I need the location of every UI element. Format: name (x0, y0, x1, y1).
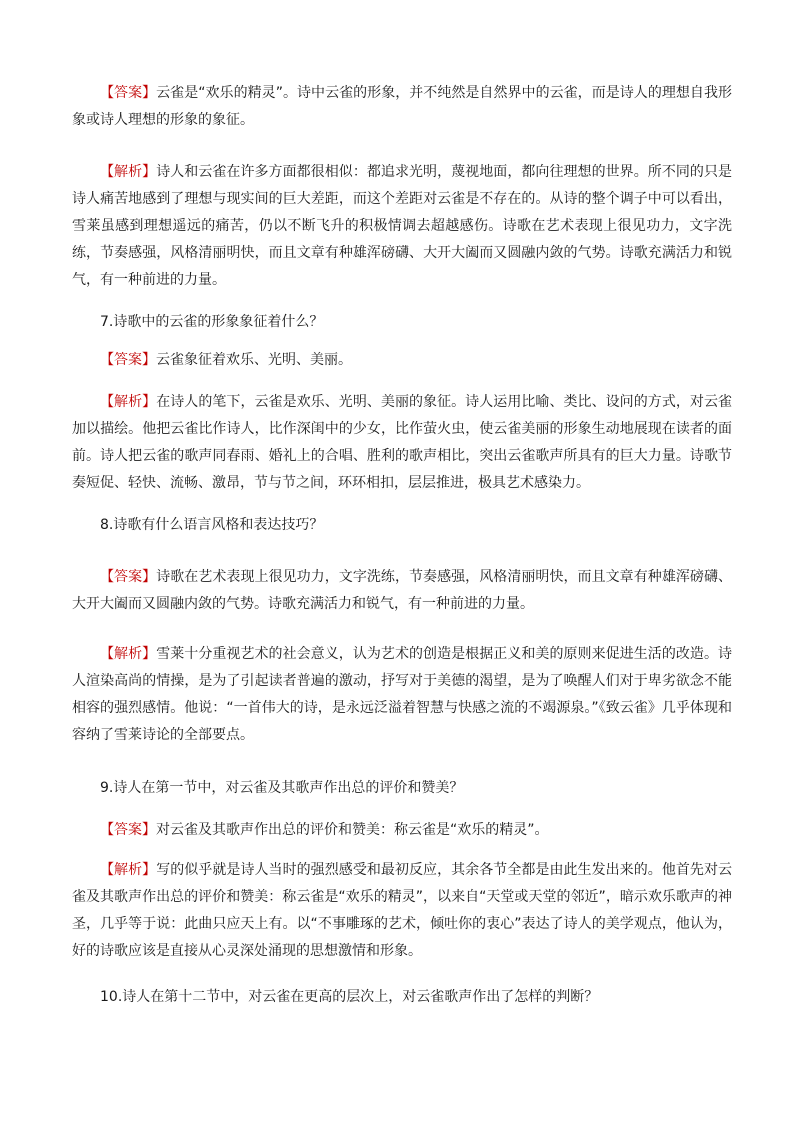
analysis-text: 诗人和云雀在许多方面都很相似：都追求光明，蔑视地面，都向往理想的世界。所不同的只是诗人痛苦地感到了理想与现实间的巨大差距，而这个差距对云雀是不存在的。从诗的整个调子中可以看出，雪莱虽感到理想遥远的痛苦，仍以不断飞升的积极情调去超越感伤。诗歌在艺术表现上很见功力，文字洗练，节奏感强，风格清丽明快，而且文章有种雄浑磅礴、大开大阖而又圆融内敛的气势。诗歌充满活力和锐气，有一种前进的力量。 (72, 164, 733, 288)
answer-paragraph (72, 817, 732, 844)
analysis-paragraph (72, 159, 732, 294)
analysis-text: 在诗人的笔下，云雀是欢乐、光明、美丽的象征。诗人运用比喻、类比、设问的方式，对云雀加以描绘。他把云雀比作诗人，比作深闺中的少女，比作萤火虫，使云雀美丽的形象生动地展现在读者的面前。诗人把云雀的歌声同春雨、婚礼上的合唱、胜利的歌声相比，突出云雀歌声所具有的巨大力量。诗歌节奏短促、轻快、流畅、激昂，节与节之间，环环相扣，层层推进，极具艺术感染力。 (72, 394, 733, 491)
answer-tag: 【答案】 (100, 569, 157, 585)
question-10: 10.诗人在第十二节中，对云雀在更高的层次上，对云雀歌声作出了怎样的判断？ (100, 989, 599, 1005)
answer-paragraph (72, 80, 732, 134)
analysis-tag: 【解析】 (100, 164, 157, 180)
answer-text: 诗歌在艺术表现上很见功力，文字洗练，节奏感强，风格清丽明快，而且文章有种雄浑磅礴、大开大阖而又圆融内敛的气势。诗歌充满活力和锐气，有一种前进的力量。 (72, 569, 733, 612)
answer-text: 云雀象征着欢乐、光明、美丽。 (156, 352, 352, 368)
question-7: 7.诗歌中的云雀的形象象征着什么？ (100, 314, 324, 330)
analysis-paragraph (72, 641, 732, 749)
answer-tag: 【答案】 (100, 85, 157, 101)
analysis-tag: 【解析】 (100, 394, 157, 410)
answer-text: 云雀是“欢乐的精灵”。诗中云雀的形象，并不纯然是自然界中的云雀，而是诗人的理想自我形象或诗人理想的形象的象征。 (72, 85, 732, 128)
answer-paragraph (72, 347, 732, 374)
answer-tag: 【答案】 (100, 352, 156, 368)
analysis-text: 写的似乎就是诗人当时的强烈感受和最初反应，其余各节全都是由此生发出来的。他首先对云雀及其歌声作出总的评价和赞美：称云雀是“欢乐的精灵”，以来自“天堂或天堂的邻近”，暗示欢乐歌声的神圣，几乎等于说：此曲只应天上有。以“不事雕琢的艺术，倾吐你的衷心”表达了诗人的美学观点，他认为，好的诗歌应该是直接从心灵深处涌现的思想激情和形象。 (72, 862, 733, 959)
question-8: 8.诗歌有什么语言风格和表达技巧？ (100, 517, 324, 533)
analysis-text: 雪莱十分重视艺术的社会意义，认为艺术的创造是根据正义和美的原则来促进生活的改造。诗人渲染高尚的情操，是为了引起读者普遍的激动，抒写对于美德的渴望，是为了唤醒人们对于卑劣欲念不能相容的强烈感情。他说：“一首伟大的诗，是永远泛溢着智慧与快感之流的不竭源泉。”《致云雀》几乎体现和容纳了雪莱诗论的全部要点。 (72, 646, 733, 743)
analysis-tag: 【解析】 (100, 862, 157, 878)
question-9: 9.诗人在第一节中，对云雀及其歌声作出总的评价和赞美？ (100, 780, 464, 796)
answer-text: 对云雀及其歌声作出总的评价和赞美：称云雀是“欢乐的精灵”。 (156, 822, 549, 838)
analysis-paragraph (72, 857, 732, 965)
answer-paragraph (72, 564, 732, 618)
analysis-paragraph (72, 389, 732, 497)
answer-tag: 【答案】 (100, 822, 156, 838)
analysis-tag: 【解析】 (100, 646, 157, 662)
